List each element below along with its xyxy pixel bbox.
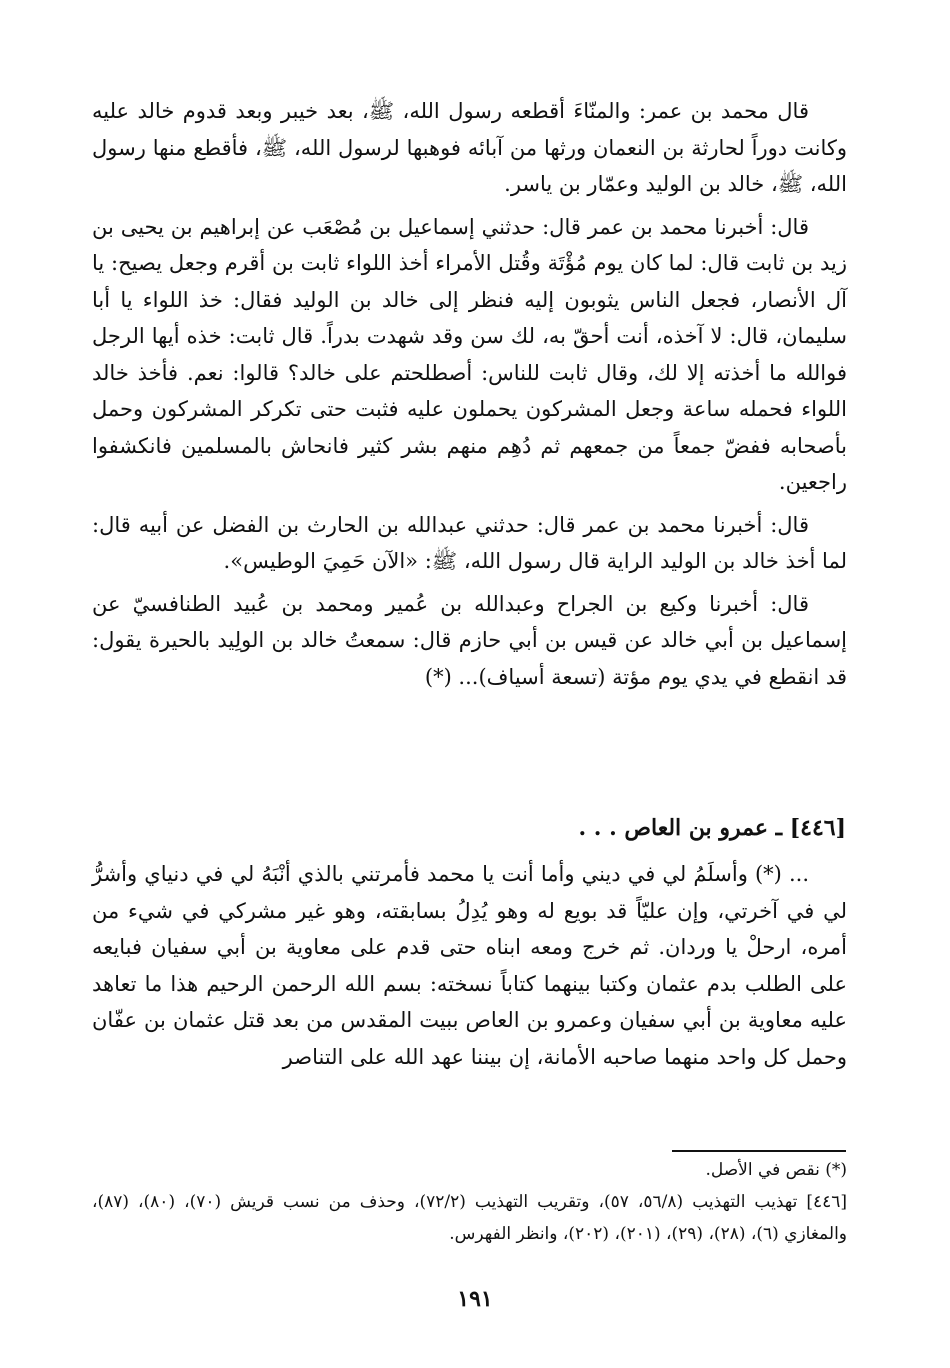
footnote-references: [٤٤٦] تهذيب التهذيب (٥٦/٨، ٥٧)، وتقريب التهذيب (٧٢/٢)، وحذف من نسب قريش (٧٠)، (٨٠)، (٨٧)، والمغازي (٦)، (٢٨)، (٢٩)، (٢٠١)، (٢٠٢)، وانظر الفهرس. xyxy=(92,1192,848,1244)
main-text xyxy=(92,93,847,695)
paragraph-2: قال: أخبرنا محمد بن عمر قال: حدثني إسماعيل بن مُصْعَب عن إبراهيم بن يحيى بن زيد بن ثابت قال: لما كان يوم مُؤْتَة وقُتل الأمراء أخذ اللواء ثابت بن أقرم وجعل يصيح: يا آل الأنصار، فجعل الناس يثوبون إليه فنظر إلى خالد بن الوليد فقال: خذ اللواء يا أبا سليمان، قال: لا آخذه، أنت أحقّ به، لك سن وقد شهدت بدراً. قال ثابت: خذه أيها الرجل فوالله ما أخذته إلا لك، وقال ثابت للناس: أصطلحتم على خالد؟ قالوا: نعم. فأخذ خالد اللواء فحمله ساعة وجعل المشركون يحملون عليه فثبت حتى تكركر المشركون وحمل بأصحابه ففضّ جمعاً من جمعهم ثم دُهِم منهم بشر كثير فانحاش بالمسلمين فانكشفوا راجعين. xyxy=(92,214,847,494)
section-text xyxy=(92,856,847,1075)
footnotes xyxy=(92,1154,847,1250)
section-paragraph: ... (*) وأسلَمُ لي في ديني وأما أنت يا محمد فأمرتني بالذي أنْبَهُ لي في دنياي وأشرُّ لي في آخرتي، وإن عليّاً قد بويع له وهو يُدِلُ بسابقته، وهو غير مشركي في شيء من أمره، ارحلْ يا وردان. ثم خرج ومعه ابناه حتى قدم على معاوية بن أبي سفيان فبايعه على الطلب بدم عثمان وكتبا بينهما كتاباً نسخته: بسم الله الرحمن الرحيم هذا ما تعاهد عليه معاوية بن أبي سفيان وعمرو بن العاص ببيت المقدس من بعد قتل عثمان بن عفّان وحمل كل واحد منهما صاحبه الأمانة، إن بيننا عهد الله على التناصر xyxy=(92,862,847,1069)
page-number: ١٩١ xyxy=(457,1286,493,1312)
paragraph-3: قال: أخبرنا محمد بن عمر قال: حدثني عبدالله بن الحارث بن الفضل عن أبيه قال: لما أخذ خالد بن الوليد الراية قال رسول الله، ﷺ: «الآن حَمِيَ الوطيس». xyxy=(92,512,847,573)
footnote-missing: (*) نقص في الأصل. xyxy=(705,1160,847,1180)
section-heading: [٤٤٦] ـ عمرو بن العاص . . . xyxy=(578,815,846,841)
paragraph-1: قال محمد بن عمر: والمنّاءَ أقطعه رسول الله، ﷺ، بعد خيبر وبعد قدوم خالد عليه وكانت دوراً لحارثة بن النعمان ورثها من آبائه فوهبها لرسول الله، ﷺ، فأقطع منها رسول الله، ﷺ، خالد بن الوليد وعمّار بن ياسر. xyxy=(92,99,847,196)
footnote-divider xyxy=(672,1150,846,1152)
paragraph-4: قال: أخبرنا وكيع بن الجراح وعبدالله بن عُمير ومحمد بن عُبيد الطنافسيّ عن إسماعيل بن أبي خالد عن قيس بن أبي حازم قال: سمعتُ خالد بن الولِيد بالحيرة يقول: قد انقطع في يدي يوم مؤتة (تسعة أسياف)... (*) xyxy=(92,591,847,689)
